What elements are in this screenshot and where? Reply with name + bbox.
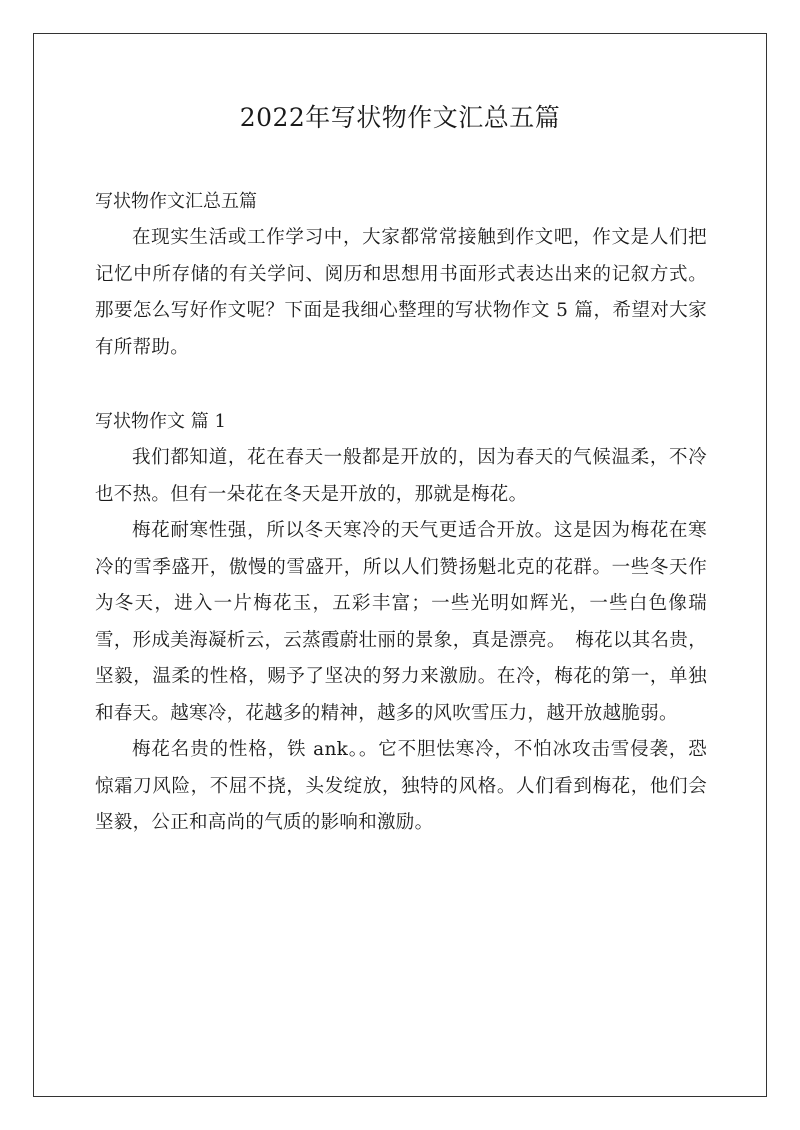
section-1-paragraph-2: 梅花耐寒性强，所以冬天寒冷的天气更适合开放。这是因为梅花在寒冷的雪季盛开，傲慢的雪盛开，所以人们赞扬魁北克的花群。一些冬天作为冬天，进入一片梅花玉，五彩丰富；一些光明如辉光，一些白色像瑞雪，形成美海凝析云，云蒸霞蔚壮丽的景象，真是漂亮。 梅花以其名贵，坚毅，温柔的性格，赐予了坚决的努力来激励。在冷，梅花的第一，单独和春天。越寒冷，花越多的精神，越多的风吹雪压力，越开放越脆弱。 — [95, 520, 707, 724]
section-spacer — [95, 366, 707, 404]
section-1-paragraph-1: 我们都知道，花在春天一般都是开放的，因为春天的气候温柔，不冷也不热。但有一朵花在冬天是开放的，那就是梅花。 — [95, 447, 707, 505]
intro-heading: 写状物作文汇总五篇 — [95, 191, 257, 212]
document-body — [95, 184, 707, 842]
intro-paragraph: 在现实生活或工作学习中，大家都常常接触到作文吧，作文是人们把记忆中所存储的有关学问、阅历和思想用书面形式表达出来的记叙方式。那要怎么写好作文呢？下面是我细心整理的写状物作文 5 篇，希望对大家有所帮助。 — [95, 227, 707, 358]
section-1-heading: 写状物作文 篇 1 — [95, 411, 226, 432]
document-title: 2022年写状物作文汇总五篇 — [239, 103, 561, 132]
section-1-paragraph-3: 梅花名贵的性格，铁 ank。。它不胆怯寒冷，不怕冰攻击雪侵袭，恐惊霜刀风险，不屈不挠，头发绽放，独特的风格。人们看到梅花，他们会坚毅，公正和高尚的气质的影响和激励。 — [95, 739, 707, 833]
